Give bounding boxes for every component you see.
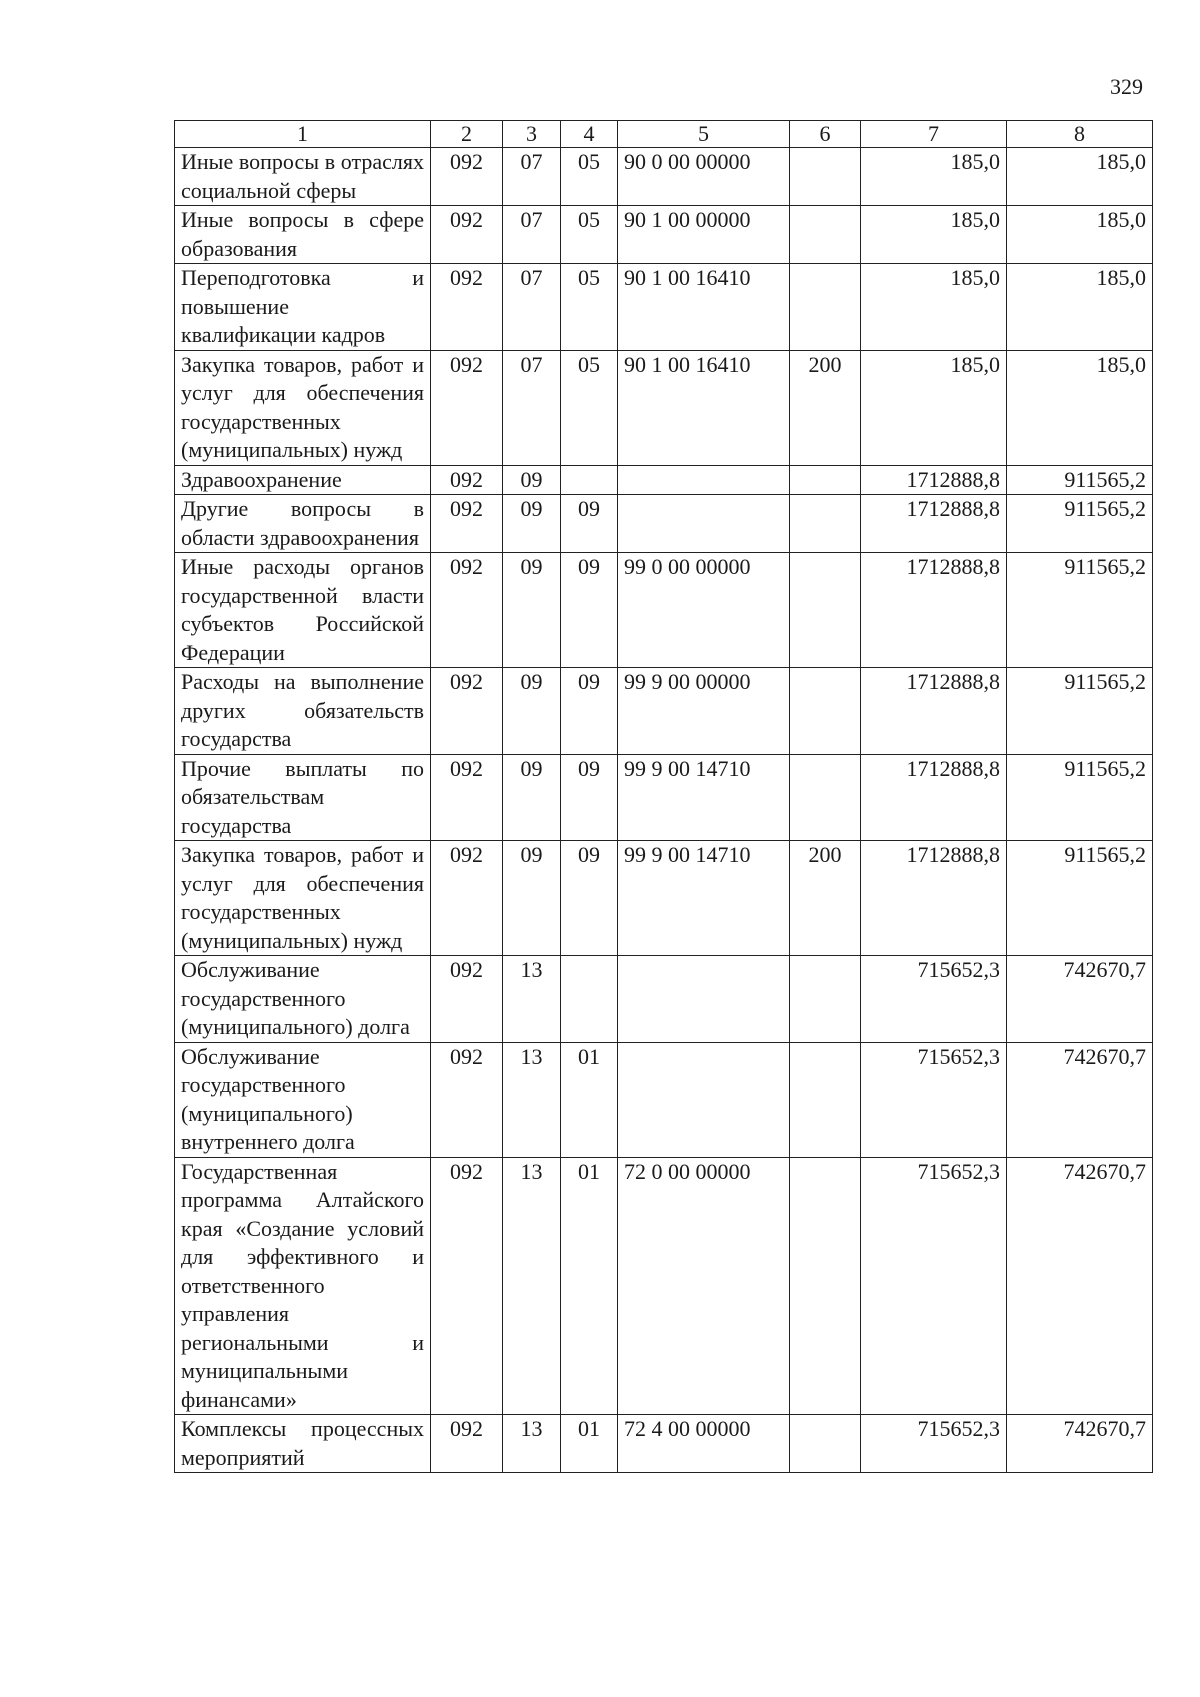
row-target-article-cell: 90 0 00 00000 — [618, 148, 790, 206]
row-expense-type-cell — [790, 465, 861, 495]
row-code-cell: 092 — [431, 668, 503, 755]
row-subsection-cell: 01 — [561, 1042, 618, 1157]
row-subsection-cell: 09 — [561, 495, 618, 553]
row-amount-1-cell: 1712888,8 — [861, 495, 1007, 553]
row-expense-type-cell — [790, 264, 861, 351]
table-row — [175, 264, 1153, 351]
row-subsection-cell: 05 — [561, 206, 618, 264]
row-amount-2-cell: 911565,2 — [1007, 465, 1153, 495]
row-amount-2-cell: 742670,7 — [1007, 1415, 1153, 1473]
row-amount-1-cell: 1712888,8 — [861, 754, 1007, 841]
row-target-article-cell: 99 0 00 00000 — [618, 553, 790, 668]
row-expense-type-cell — [790, 553, 861, 668]
row-amount-2-cell: 911565,2 — [1007, 841, 1153, 956]
row-name-cell: Закупка товаров, работ и услуг для обеспечения государственных (муниципальных) нужд — [175, 350, 431, 465]
column-header-5: 5 — [618, 121, 790, 148]
row-name-cell: Переподготовка и повышение квалификации кадров — [175, 264, 431, 351]
row-target-article-cell: 99 9 00 14710 — [618, 841, 790, 956]
row-expense-type-cell — [790, 148, 861, 206]
row-amount-1-cell: 185,0 — [861, 148, 1007, 206]
row-target-article-cell: 99 9 00 14710 — [618, 754, 790, 841]
row-target-article-cell — [618, 956, 790, 1043]
row-subsection-cell: 09 — [561, 841, 618, 956]
row-expense-type-cell — [790, 668, 861, 755]
row-expense-type-cell — [790, 1415, 861, 1473]
row-target-article-cell: 99 9 00 00000 — [618, 668, 790, 755]
row-code-cell: 092 — [431, 206, 503, 264]
row-code-cell: 092 — [431, 264, 503, 351]
row-name-cell: Прочие выплаты по обязательствам государства — [175, 754, 431, 841]
row-amount-2-cell: 911565,2 — [1007, 668, 1153, 755]
row-section-cell: 09 — [503, 754, 561, 841]
row-expense-type-cell — [790, 1157, 861, 1415]
row-code-cell: 092 — [431, 754, 503, 841]
table-row — [175, 148, 1153, 206]
row-section-cell: 09 — [503, 668, 561, 755]
table-row — [175, 754, 1153, 841]
column-header-1: 1 — [175, 121, 431, 148]
row-expense-type-cell: 200 — [790, 841, 861, 956]
header-row — [175, 121, 1153, 148]
row-amount-1-cell: 1712888,8 — [861, 668, 1007, 755]
row-amount-1-cell: 1712888,8 — [861, 553, 1007, 668]
row-subsection-cell — [561, 465, 618, 495]
row-amount-2-cell: 185,0 — [1007, 350, 1153, 465]
row-amount-2-cell: 742670,7 — [1007, 1042, 1153, 1157]
row-subsection-cell: 09 — [561, 553, 618, 668]
row-subsection-cell — [561, 956, 618, 1043]
row-target-article-cell: 90 1 00 16410 — [618, 350, 790, 465]
table-row — [175, 465, 1153, 495]
row-code-cell: 092 — [431, 841, 503, 956]
table-row — [175, 1415, 1153, 1473]
row-amount-2-cell: 911565,2 — [1007, 495, 1153, 553]
row-section-cell: 07 — [503, 350, 561, 465]
row-section-cell: 09 — [503, 553, 561, 668]
row-expense-type-cell — [790, 1042, 861, 1157]
row-name-cell: Здравоохранение — [175, 465, 431, 495]
row-code-cell: 092 — [431, 1157, 503, 1415]
row-section-cell: 07 — [503, 206, 561, 264]
row-section-cell: 13 — [503, 1415, 561, 1473]
row-amount-1-cell: 185,0 — [861, 350, 1007, 465]
row-amount-1-cell: 715652,3 — [861, 1042, 1007, 1157]
row-section-cell: 13 — [503, 956, 561, 1043]
row-amount-1-cell: 1712888,8 — [861, 465, 1007, 495]
row-target-article-cell — [618, 1042, 790, 1157]
row-section-cell: 13 — [503, 1157, 561, 1415]
row-target-article-cell — [618, 495, 790, 553]
column-header-8: 8 — [1007, 121, 1153, 148]
row-target-article-cell: 72 0 00 00000 — [618, 1157, 790, 1415]
row-amount-2-cell: 742670,7 — [1007, 1157, 1153, 1415]
table-row — [175, 495, 1153, 553]
row-target-article-cell — [618, 465, 790, 495]
row-subsection-cell: 05 — [561, 148, 618, 206]
row-code-cell: 092 — [431, 553, 503, 668]
row-subsection-cell: 05 — [561, 350, 618, 465]
row-code-cell: 092 — [431, 148, 503, 206]
row-amount-2-cell: 185,0 — [1007, 206, 1153, 264]
row-name-cell: Обслуживание государственного (муниципального) долга — [175, 956, 431, 1043]
table-row — [175, 1042, 1153, 1157]
row-amount-1-cell: 185,0 — [861, 264, 1007, 351]
row-amount-2-cell: 185,0 — [1007, 264, 1153, 351]
row-amount-1-cell: 715652,3 — [861, 1157, 1007, 1415]
column-header-4: 4 — [561, 121, 618, 148]
budget-table — [174, 120, 1153, 1473]
row-name-cell: Закупка товаров, работ и услуг для обеспечения государственных (муниципальных) нужд — [175, 841, 431, 956]
row-name-cell: Комплексы процессных мероприятий — [175, 1415, 431, 1473]
row-subsection-cell: 09 — [561, 668, 618, 755]
row-expense-type-cell — [790, 495, 861, 553]
column-header-7: 7 — [861, 121, 1007, 148]
row-subsection-cell: 05 — [561, 264, 618, 351]
row-amount-1-cell: 1712888,8 — [861, 841, 1007, 956]
row-name-cell: Иные вопросы в сфере образования — [175, 206, 431, 264]
table-row — [175, 956, 1153, 1043]
row-target-article-cell: 90 1 00 00000 — [618, 206, 790, 264]
row-expense-type-cell: 200 — [790, 350, 861, 465]
table-row — [175, 206, 1153, 264]
row-amount-1-cell: 715652,3 — [861, 1415, 1007, 1473]
table-row — [175, 841, 1153, 956]
row-name-cell: Государственная программа Алтайского края «Создание условий для эффективного и ответственного управления региональными и муниципальными финансами» — [175, 1157, 431, 1415]
row-section-cell: 09 — [503, 495, 561, 553]
row-code-cell: 092 — [431, 1415, 503, 1473]
row-subsection-cell: 01 — [561, 1157, 618, 1415]
row-target-article-cell: 72 4 00 00000 — [618, 1415, 790, 1473]
row-section-cell: 07 — [503, 264, 561, 351]
column-header-6: 6 — [790, 121, 861, 148]
table-row — [175, 350, 1153, 465]
row-name-cell: Другие вопросы в области здравоохранения — [175, 495, 431, 553]
table-row — [175, 1157, 1153, 1415]
row-name-cell: Иные вопросы в отраслях социальной сферы — [175, 148, 431, 206]
row-expense-type-cell — [790, 206, 861, 264]
row-section-cell: 09 — [503, 465, 561, 495]
row-amount-2-cell: 185,0 — [1007, 148, 1153, 206]
row-section-cell: 13 — [503, 1042, 561, 1157]
row-code-cell: 092 — [431, 1042, 503, 1157]
row-name-cell: Расходы на выполнение других обязательств государства — [175, 668, 431, 755]
row-expense-type-cell — [790, 956, 861, 1043]
row-section-cell: 07 — [503, 148, 561, 206]
row-code-cell: 092 — [431, 465, 503, 495]
column-header-3: 3 — [503, 121, 561, 148]
row-section-cell: 09 — [503, 841, 561, 956]
row-name-cell: Обслуживание государственного (муниципального) внутреннего долга — [175, 1042, 431, 1157]
row-amount-2-cell: 911565,2 — [1007, 553, 1153, 668]
page-number: 329 — [1110, 74, 1143, 99]
row-target-article-cell: 90 1 00 16410 — [618, 264, 790, 351]
row-code-cell: 092 — [431, 495, 503, 553]
table-body — [175, 148, 1153, 1473]
row-expense-type-cell — [790, 754, 861, 841]
row-amount-2-cell: 742670,7 — [1007, 956, 1153, 1043]
row-code-cell: 092 — [431, 350, 503, 465]
row-amount-1-cell: 715652,3 — [861, 956, 1007, 1043]
row-amount-1-cell: 185,0 — [861, 206, 1007, 264]
row-name-cell: Иные расходы органов государственной власти субъектов Российской Федерации — [175, 553, 431, 668]
row-amount-2-cell: 911565,2 — [1007, 754, 1153, 841]
table-row — [175, 668, 1153, 755]
column-header-2: 2 — [431, 121, 503, 148]
row-code-cell: 092 — [431, 956, 503, 1043]
table-row — [175, 553, 1153, 668]
row-subsection-cell: 01 — [561, 1415, 618, 1473]
row-subsection-cell: 09 — [561, 754, 618, 841]
